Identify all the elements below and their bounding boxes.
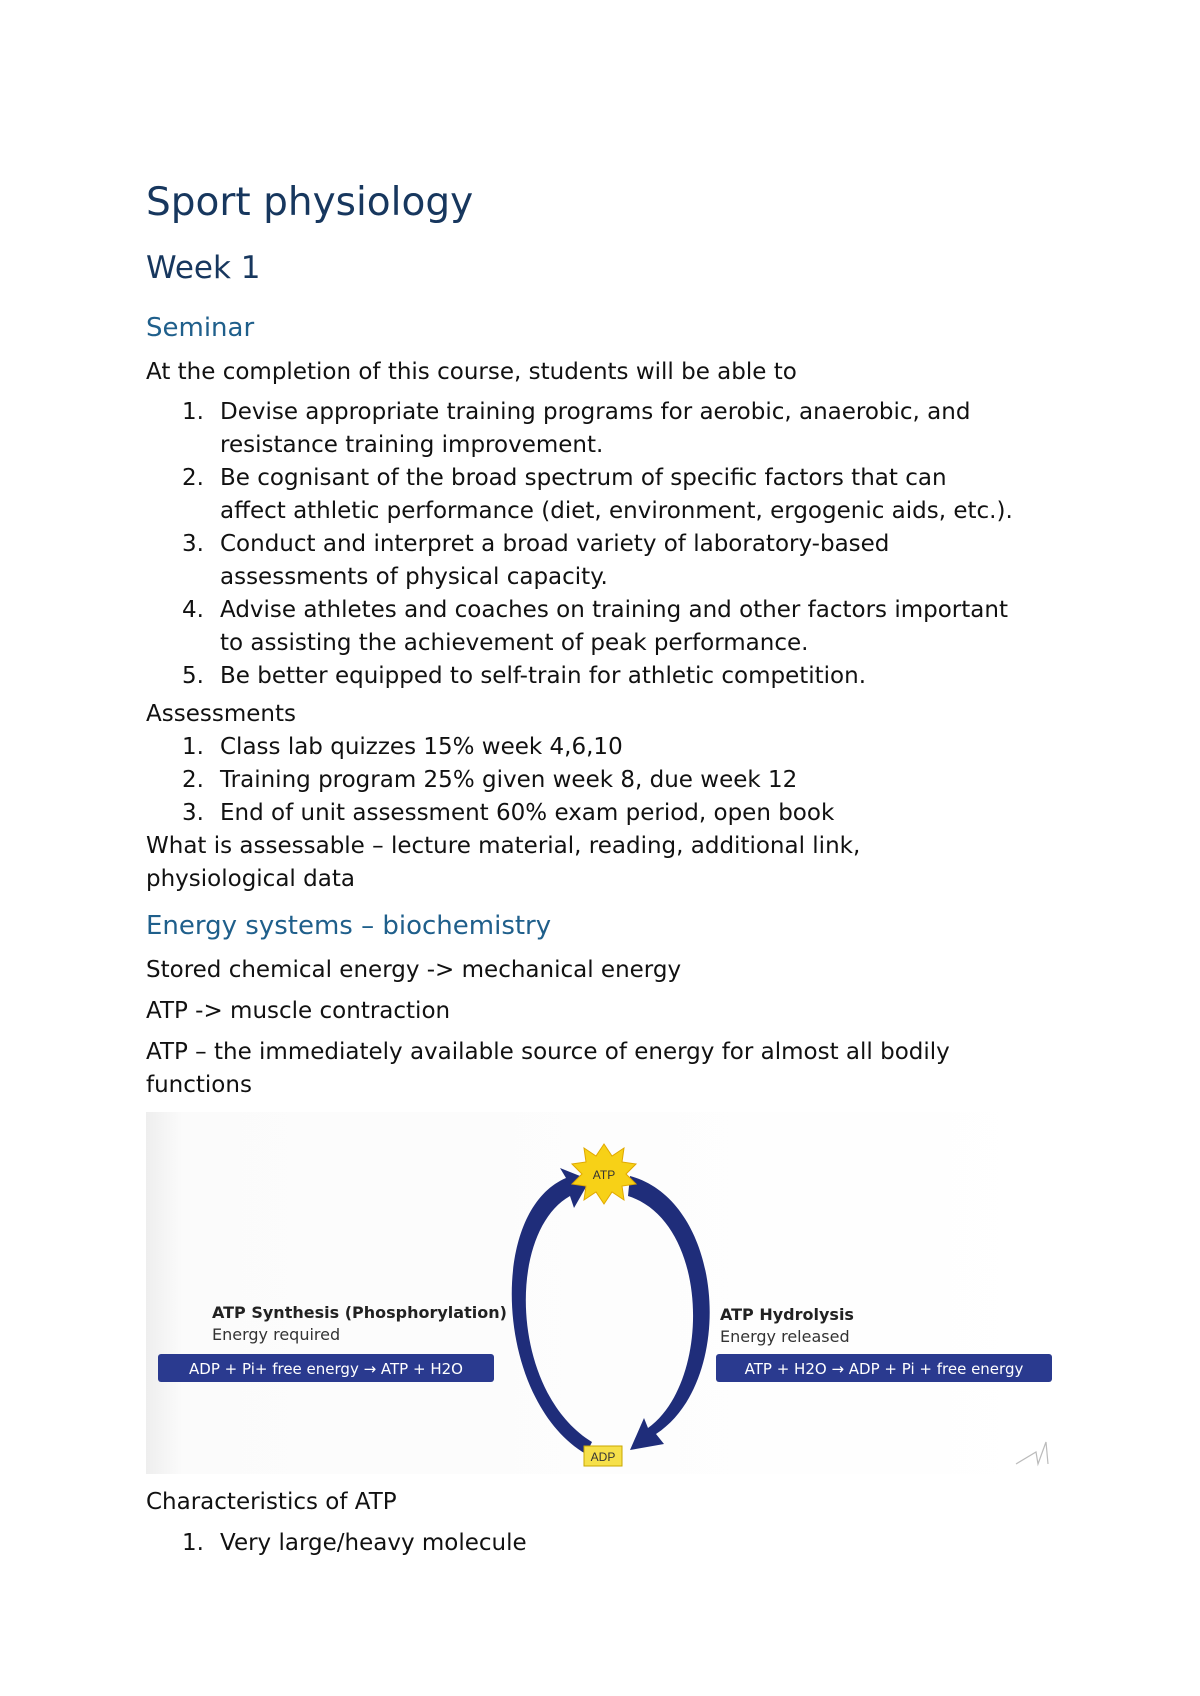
list-item: 1. Class lab quizzes 15% week 4,6,10 [182, 734, 623, 760]
list-item: 2. Be cognisant of the broad spectrum of specific factors that can affect athletic performance (diet, environment, ergogenic aids, etc.). [182, 465, 1013, 524]
synthesis-equation: ADP + Pi+ free energy → ATP + H2O [189, 1360, 463, 1378]
list-item: 5. Be better equipped to self-train for athletic competition. [182, 663, 867, 689]
week-heading: Week 1 [146, 250, 261, 286]
atp-label: ATP [592, 1168, 616, 1182]
energy-paragraph: Stored chemical energy -> mechanical energy [146, 957, 682, 983]
atp-cycle-diagram [146, 1112, 1058, 1474]
assessments-list [146, 731, 1076, 830]
hydrolysis-equation: ATP + H2O → ADP + Pi + free energy [744, 1360, 1024, 1378]
list-item: 1. Devise appropriate training programs for aerobic, anaerobic, and resistance training improvement. [182, 399, 971, 458]
list-item: 4. Advise athletes and coaches on training and other factors important to assisting the achievement of peak performance. [182, 597, 1008, 656]
synthesis-title: ATP Synthesis (Phosphorylation) [212, 1303, 507, 1322]
seminar-heading: Seminar [146, 313, 255, 343]
outcomes-list [146, 396, 1076, 693]
adp-label: ADP [590, 1450, 616, 1464]
seminar-intro: At the completion of this course, students will be able to [146, 359, 797, 385]
energy-systems-heading: Energy systems – biochemistry [146, 911, 552, 941]
characteristics-list [146, 1527, 1076, 1560]
assessments-label: Assessments [146, 701, 296, 727]
hydrolysis-title: ATP Hydrolysis [720, 1305, 854, 1324]
energy-paragraph: ATP -> muscle contraction [146, 998, 451, 1024]
synthesis-subtitle: Energy required [212, 1325, 341, 1344]
characteristics-label: Characteristics of ATP [146, 1489, 397, 1515]
adp-box [584, 1446, 622, 1466]
assessable-text: What is assessable – lecture material, reading, additional link, physiological data [146, 833, 861, 892]
hydrolysis-subtitle: Energy released [720, 1327, 850, 1346]
page-title: Sport physiology [146, 180, 474, 225]
list-item: 2. Training program 25% given week 8, due week 12 [182, 767, 798, 793]
list-item: 3. Conduct and interpret a broad variety of laboratory-based assessments of physical capacity. [182, 531, 890, 590]
list-item: 1. Very large/heavy molecule [182, 1530, 527, 1556]
list-item: 3. End of unit assessment 60% exam period, open book [182, 800, 835, 826]
energy-paragraph: ATP – the immediately available source of energy for almost all bodily functions [146, 1039, 950, 1098]
